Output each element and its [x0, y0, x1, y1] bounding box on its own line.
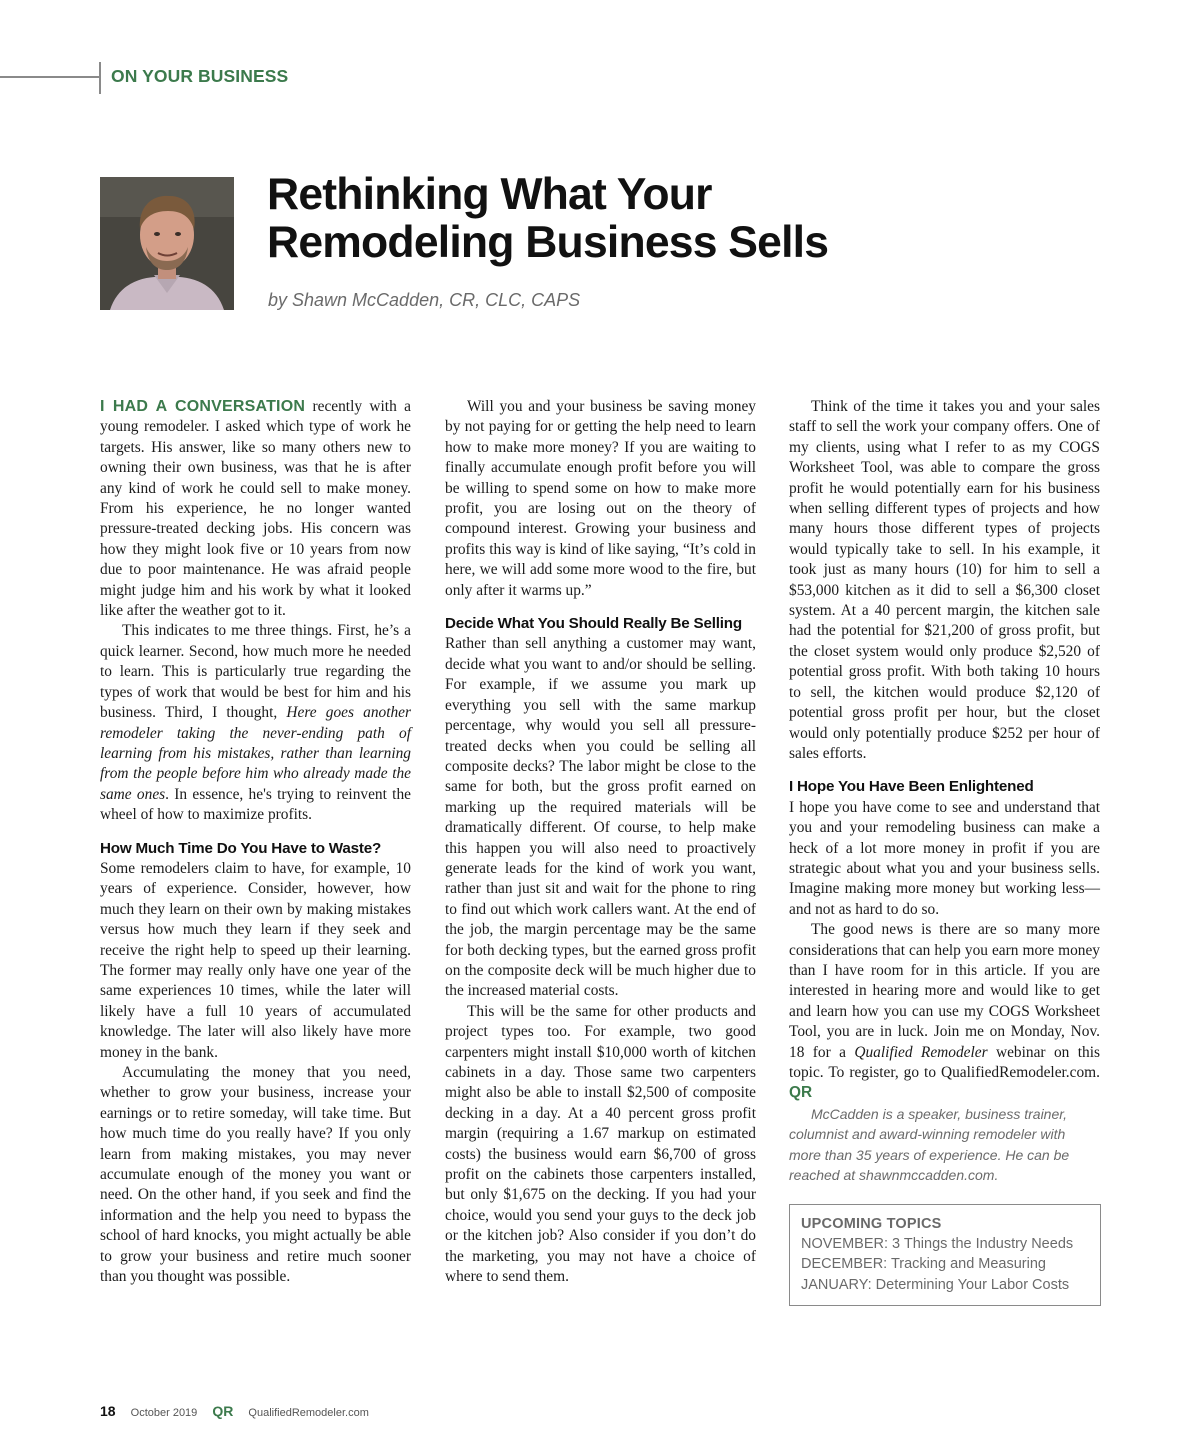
paragraph — [789, 920, 1100, 1104]
page-footer — [100, 1403, 381, 1419]
author-bio: McCadden is a speaker, business trainer, columnist and award-winning remodeler with more than 35 years of experience. He can be reached at shawnmccadden.com. — [789, 1105, 1070, 1184]
lead-in: I HAD A CONVERSATION — [100, 398, 306, 415]
publication-name: Qualified Remodeler — [854, 1043, 988, 1061]
page-number: 18 — [100, 1403, 116, 1419]
paragraph: This will be the same for other products and project types too. For example, two good carpenters might install $10,000 worth of kitchen cabinets in a day. Those same two carpenters might also be able to install $2,500 of composite decking in a day. At a 40 percent gross profit margin (requiring a 1.67 markup on estimated costs) the business would earn $6,700 of gross profit on the cabinets those carpenters installed, but only $1,675 on the decking. If you had your choice, would you send your guys to the deck job or the kitchen job? Also consider if you don’t do the marketing, you may not have a choice of where to send them. — [445, 1002, 756, 1286]
byline: by Shawn McCadden, CR, CLC, CAPS — [268, 290, 581, 310]
paragraph: I hope you have come to see and understand that you and your remodeling business can make a heck of a lot more money in profit if you are strategic about what you and your business sells. Imagine making more money but working less—and not as hard to do so. — [789, 798, 1100, 918]
author-portrait-image — [100, 177, 234, 310]
topic-item: JANUARY: Determining Your Labor Costs — [801, 1276, 1070, 1293]
upcoming-topics-box — [789, 1204, 1101, 1307]
paragraph: Think of the time it takes you and your sales staff to sell the work your company offers. One of my clients, using what I refer to as my COGS Worksheet Tool, was able to compare the gross profit he would potentially earn for his business when selling different types of projects and how many hours those different types of projects would typically take to sell. In his example, it took just as many hours (10) for him to sell a $53,000 kitchen as it did to sell a $6,300 closet system. At a 40 percent margin, the kitchen sale had the potential for $21,200 of gross profit, but the closet system would only produce $2,520 of potential gross profit. With both taking 10 hours to sell, the kitchen would produce $2,120 of potential gross profit per hour, but the closet would only potentially produce $252 per hour of sales efforts. — [789, 398, 1100, 762]
website: QualifiedRemodeler.com — [248, 1407, 369, 1419]
header-divider — [99, 62, 101, 94]
paragraph-text: webinar on this topic. To register, go to QualifiedRemodeler.com. — [789, 1043, 1100, 1081]
paragraph: Will you and your business be saving money by not paying for or getting the help need to learn how to make more money? If you are waiting to finally accumulate enough profit before you will be willing to spend some on how to make more profit, you are losing out on the theory of compound interest. Growing your business and profits this way is kind of like saying, “It’s cold in here, we will add some more wood to the fire, but only after it warms up.” — [445, 398, 756, 599]
paragraph: Rather than sell anything a customer may want, decide what you want to and/or should be selling. For example, if we assume you mark up everything you sell with the same markup percentage, why would you sell all pressure-treated decks when you could be selling all composite decks? The labor might be close to the same for both, but the gross profit earned on marking up the required materials will be dramatically different. Of course, to help make this happen you will also need to proactively generate leads for the kind of work you want, rather than just sit and wait for the phone to ring to find out which work callers want. At the end of the job, the margin percentage may be the same for both decking types, but the earned gross profit on the composite deck will be much higher due to the increased material costs. — [445, 635, 756, 1000]
paragraph: Accumulating the money that you need, whether to grow your business, increase your earnings or to retire someday, will take time. But how much time do you really have? If you only learn from making mistakes, you may never accumulate enough of the money you want or need. On the other hand, if you seek and find the information and the help you need to bypass the school of hard knocks, you might actually be able to grow your business and retire much sooner than you thought was possible. — [100, 1064, 411, 1286]
topic-item: DECEMBER: Tracking and Measuring — [801, 1256, 1046, 1273]
header-rule — [0, 76, 100, 78]
paragraph-text: This indicates to me three things. First, he’s a quick learner. Second, how much more he needed to learn. This is particularly true regarding the types of work that would be best for him and his business. Third, I thought, — [100, 622, 411, 722]
column-2 — [445, 397, 756, 1287]
end-mark: QR — [789, 1084, 813, 1102]
italic-quote: Here goes another remodeler taking the never-ending path of learning from his mistakes, rather than learning from the people before him who already made the same ones — [100, 704, 411, 803]
subheading: Decide What You Should Really Be Selling — [445, 615, 742, 633]
paragraph-text: . In essence, he's trying to reinvent the wheel of how to maximize profits. — [100, 785, 411, 824]
upcoming-topics-title: UPCOMING TOPICS — [801, 1215, 942, 1232]
publication-logo: QR — [212, 1403, 234, 1419]
column-1 — [100, 397, 411, 1287]
paragraph-text: recently with a young remodeler. I asked which type of work he targets. His answer, like so many others new to owning their own business, was that he is after any kind of work he could sell to make money. From his experience, he no longer wanted pressure-treated decking jobs. His concern was how they might look five or 10 years from now due to poor maintenance. He was afraid people might judge him and his work by what it looked like after the weather got to it. — [100, 398, 411, 620]
column-3 — [789, 397, 1100, 1306]
subheading: How Much Time Do You Have to Waste? — [100, 839, 382, 857]
paragraph-text: The good news is there are so many more considerations that can help you earn more money than I have room for in this article. If you are interested in hearing more and would like to get and learn how you can use my COGS Worksheet Tool, you are in luck. Join me on Monday, Nov. 18 for a — [789, 921, 1100, 1061]
paragraph: Some remodelers claim to have, for example, 10 years of experience. Consider, however, how much they learn on their own by making mistakes versus how much they learn if they seek and receive the right help to speed up their learning. The former may really only have one year of the same experiences 10 times, while the later will likely have a full 10 years of accumulated knowledge. The later will also likely have more money in the bank. — [100, 859, 411, 1061]
paragraph — [100, 397, 411, 621]
author-photo — [100, 177, 234, 310]
section-label: ON YOUR BUSINESS — [111, 66, 289, 86]
paragraph — [100, 621, 411, 825]
issue-date: October 2019 — [130, 1407, 198, 1419]
article-title: Rethinking What Your Remodeling Business Sells — [267, 170, 829, 267]
topic-item: NOVEMBER: 3 Things the Industry Needs — [801, 1235, 1074, 1252]
subheading: I Hope You Have Been Enlightened — [789, 778, 1034, 796]
